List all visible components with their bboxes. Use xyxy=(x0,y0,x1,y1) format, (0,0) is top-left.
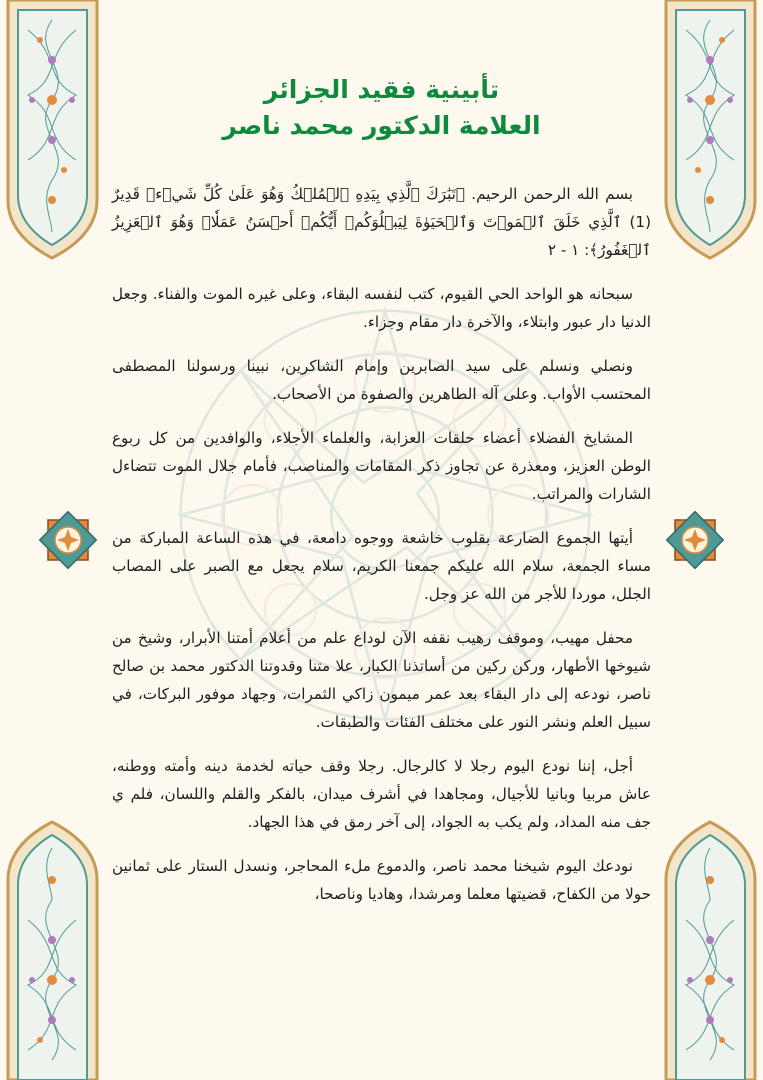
arabesque-arch-ornament-icon xyxy=(0,0,105,262)
paragraph: ونصلي ونسلم على سيد الصابرين وإمام الشاكرين، نبينا ورسولنا المصطفى المحتسب الأواب. وعلى آله الطاهرين والصفوة من الأصحاب. xyxy=(112,357,651,403)
title-line-1: تأبينية فقيد الجزائر xyxy=(263,75,500,104)
bottom-left-ornament xyxy=(0,818,105,1080)
bottom-right-ornament xyxy=(658,818,763,1080)
paragraph: نودعك اليوم شيخنا محمد ناصر، والدموع ملء المحاجر، ونسدل الستار على ثمانين حولا من الكفاح، قضيتها معلما ومرشدا، وهاديا وناصحا، xyxy=(112,857,651,903)
document-title xyxy=(150,72,613,144)
eulogy-body xyxy=(112,180,651,924)
paragraph: سبحانه هو الواحد الحي القيوم، كتب لنفسه البقاء، وعلى غيره الموت والفناء. وجعل الدنيا دار عبور وابتلاء، والآخرة دار مقام وجزاء. xyxy=(112,285,651,331)
top-left-ornament xyxy=(0,0,105,262)
arabesque-arch-ornament-icon xyxy=(658,0,763,262)
eight-point-star-ornament-icon xyxy=(38,510,98,570)
title-line-2: العلامة الدكتور محمد ناصر xyxy=(222,111,541,140)
arabesque-arch-ornament-icon xyxy=(658,818,763,1080)
paragraph: أجل، إننا نودع اليوم رجلا لا كالرجال. رجلا وقف حياته لخدمة دينه وأمته ووطنه، عاش مربيا وبانيا للأجيال، ومجاهدا في أشرف ميدان، بالفكر والقلم واللسان، فلم ي جف منه المداد، ولم يكب به الجواد، إلى آخر رمق في هذا الجهاد. xyxy=(112,757,651,831)
top-right-ornament xyxy=(658,0,763,262)
arabesque-arch-ornament-icon xyxy=(0,818,105,1080)
paragraph: أيتها الجموع الضارعة بقلوب خاشعة ووجوه دامعة، في هذه الساعة المباركة من مساء الجمعة، سلام الله عليكم جمعنا الكريم، سلام يجعل مع الصبر على المصاب الجلل، موردا للأجر من الله عز وجل. xyxy=(112,529,651,603)
eight-point-star-ornament-icon xyxy=(665,510,725,570)
paragraph-quran-opening: بسم الله الرحمن الرحيم. ﴿تَبَٰرَكَ ٱلَّذِي بِيَدِهِ ٱلۡمُلۡكُ وَهُوَ عَلَىٰ كُلِّ شَيۡءٖ قَدِيرٌ (1) ٱلَّذِي خَلَقَ ٱلۡمَوۡتَ وَٱلۡحَيَوٰةَ لِيَبۡلُوَكُمۡ أَيُّكُمۡ أَحۡسَنُ عَمَلٗاۚ وَهُوَ ٱلۡعَزِيزُ ٱلۡغَفُورُ﴾: ١ - ٢ xyxy=(112,185,651,259)
paragraph: محفل مهيب، وموقف رهيب نقفه الآن لوداع علم من أعلام أمتنا الأبرار، وشيخ من شيوخها الأطهار، وركن ركين من أساتذنا الكبار، علا متنا وقدوتنا الدكتور محمد بن صالح ناصر، نودعه إلى دار البقاء بعد عمر ميمون زاكي الثمرات، وجهاد موفور البركات، في سبيل العلم ونشر النور على مختلف الفئات والطبقات. xyxy=(112,629,651,731)
paragraph: المشايخ الفضلاء أعضاء حلقات العزابة، والعلماء الأجلاء، والوافدين من كل ربوع الوطن العزيز، ومعذرة عن تجاوز ذكر المقامات والمناصب، فأمام جلال الموت تتضاءل الشارات والمراتب. xyxy=(112,429,651,503)
